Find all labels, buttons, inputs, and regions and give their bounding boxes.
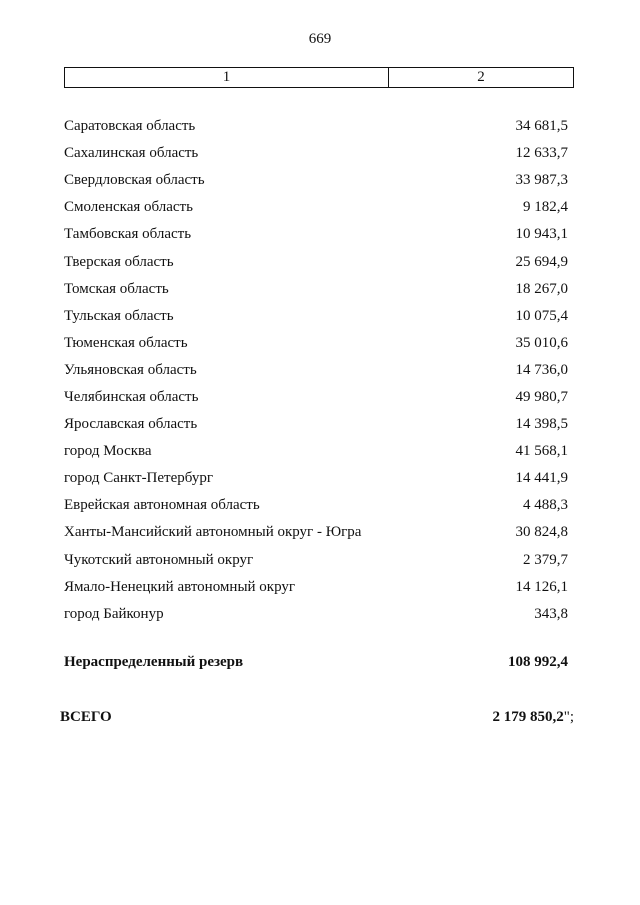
reserve-label: Нераспределенный резерв	[64, 654, 244, 670]
region-name: Сахалинская область	[64, 145, 199, 162]
table-row	[64, 492, 568, 519]
region-value: 10 943,1	[515, 226, 568, 243]
region-name: город Москва	[64, 443, 152, 460]
column-header-2: 2	[477, 69, 485, 85]
region-name: Ярославская область	[64, 416, 198, 433]
region-value: 34 681,5	[515, 118, 568, 135]
region-name: Тамбовская область	[64, 226, 192, 243]
region-value: 14 441,9	[515, 470, 568, 487]
region-value: 30 824,8	[515, 524, 568, 541]
column-header	[64, 67, 574, 88]
table-row	[64, 194, 568, 221]
region-value: 2 379,7	[523, 551, 568, 568]
region-value: 33 987,3	[515, 172, 568, 189]
region-value: 14 126,1	[515, 578, 568, 595]
table-row	[64, 438, 568, 465]
total-value: 2 179 850,2	[492, 709, 564, 725]
table-row	[64, 140, 568, 167]
region-table	[64, 113, 568, 628]
region-name: Ямало-Ненецкий автономный округ	[64, 578, 296, 595]
total-row	[60, 709, 574, 726]
table-row	[64, 330, 568, 357]
total-label: ВСЕГО	[60, 709, 112, 725]
region-name: Томская область	[64, 280, 169, 297]
total-value-wrap	[492, 709, 574, 726]
table-row	[64, 167, 568, 194]
region-name: Тверская область	[64, 253, 174, 270]
region-value: 343,8	[534, 605, 568, 622]
region-name: Челябинская область	[64, 388, 199, 405]
region-value: 25 694,9	[515, 253, 568, 270]
region-value: 35 010,6	[515, 334, 568, 351]
region-value: 14 736,0	[515, 361, 568, 378]
table-row	[64, 357, 568, 384]
table-row	[64, 519, 568, 546]
table-row	[64, 384, 568, 411]
region-name: Свердловская область	[64, 172, 205, 189]
table-row	[64, 547, 568, 574]
region-name: Смоленская область	[64, 199, 193, 216]
column-header-1: 1	[65, 68, 389, 87]
table-row	[64, 248, 568, 275]
table-row	[64, 601, 568, 628]
table-row	[64, 303, 568, 330]
region-value: 41 568,1	[515, 443, 568, 460]
region-name: Тульская область	[64, 307, 174, 324]
region-name: Чукотский автономный округ	[64, 551, 254, 568]
table-row	[64, 221, 568, 248]
region-name: город Байконур	[64, 605, 164, 622]
region-name: Ханты-Мансийский автономный округ - Югра	[64, 524, 362, 541]
region-name: Еврейская автономная область	[64, 497, 260, 514]
table-row	[64, 465, 568, 492]
table-row	[64, 411, 568, 438]
region-name: Ульяновская область	[64, 361, 197, 378]
region-name: город Санкт-Петербург	[64, 470, 213, 487]
region-name: Саратовская область	[64, 118, 196, 135]
reserve-row	[64, 654, 568, 671]
table-row	[64, 276, 568, 303]
region-value: 18 267,0	[515, 280, 568, 297]
table-row	[64, 574, 568, 601]
region-value: 12 633,7	[515, 145, 568, 162]
region-name: Тюменская область	[64, 334, 188, 351]
region-value: 9 182,4	[523, 199, 568, 216]
total-suffix: ";	[563, 709, 574, 725]
reserve-value: 108 992,4	[508, 654, 568, 670]
region-value: 4 488,3	[523, 497, 568, 514]
region-value: 10 075,4	[515, 307, 568, 324]
page-number: 669	[308, 31, 332, 47]
table-row	[64, 113, 568, 140]
region-value: 14 398,5	[515, 416, 568, 433]
region-value: 49 980,7	[515, 388, 568, 405]
